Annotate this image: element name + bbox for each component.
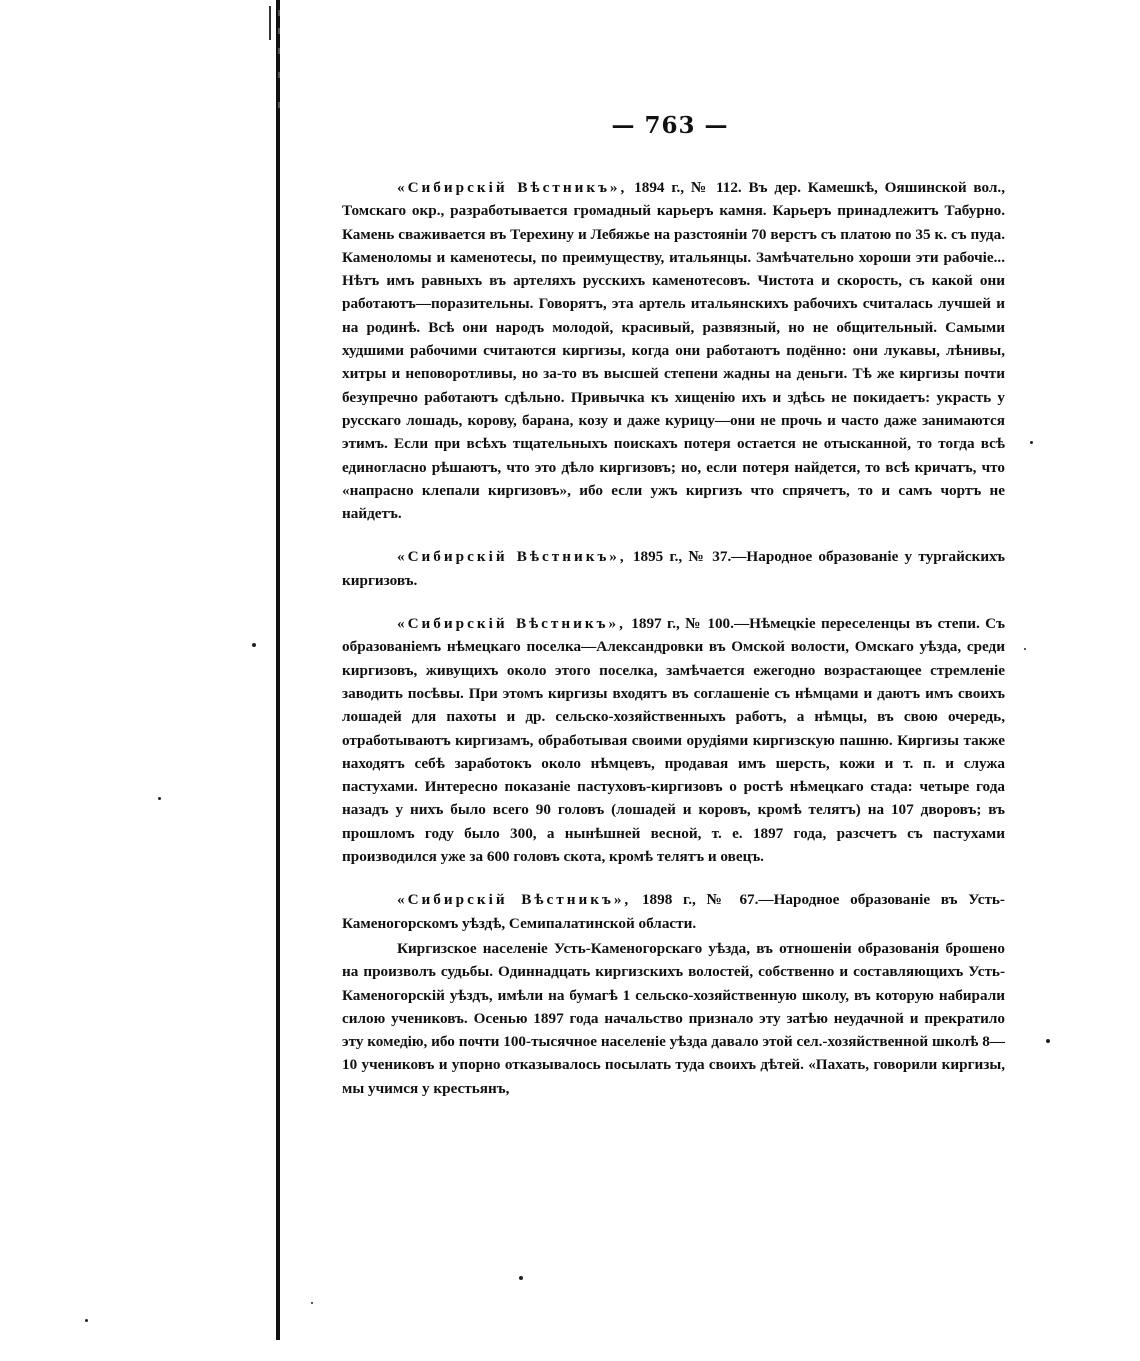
entry-1898 [342,888,1005,935]
page-number: — 763 — [611,112,729,139]
scan-speck [158,797,161,800]
page-binding-line [276,0,280,1340]
entry-text: 1897 г., № 100.—Нѣмецкіе переселенцы въ степи. Съ образованіемъ нѣмецкаго поселка—Александровки въ Омской волости, Омскаго уѣзда, среди киргизовъ, живущихъ около этого поселка, замѣчается ежегодно возрастающее стремленіе заводить посѣвы. При этомъ киргизы входятъ въ соглашеніе съ нѣмцами и даютъ имъ своихъ лошадей для пахоты и др. сельско-хозяйственныхъ работъ, а нѣмцы, въ свою очередь, отработываютъ киргизамъ, обработывая своими орудіями киргизскую пашню. Киргизы также находятъ себѣ заработокъ около нѣмцевъ, продавая имъ шерсть, кожи и т. п. и служа пастухами. Интересно показаніе пастуховъ-киргизовъ о ростѣ нѣмецкаго стада: четыре года назадъ у нихъ было всего 90 головъ (лошадей и коровъ, кромѣ телятъ) на 107 дворовъ; въ прошломъ году было 300, а нынѣшней весной, т. е. 1897 года, разсчетъ съ пастухами производился уже за 600 головъ скота, кромѣ телятъ и овецъ. [342,615,1006,866]
scan-speck [85,1319,88,1322]
scan-speck [252,643,256,647]
entry-1894 [342,176,1005,525]
entry-text: 1894 г., № 112. Въ дер. Камешкѣ, Ояшинской вол., Томскаго окр., разработывается громадный карьеръ камня. Карьеръ принадлежитъ Табурно. Камень сваживается въ Терехину и Лебяжье на разстояніи 70 верстъ съ платою по 35 к. съ пуда. Каменоломы и каменотесы, по преимуществу, итальянцы. Замѣчательно хороши эти рабочіе... Нѣтъ имъ равныхъ въ артеляхъ русскихъ каменотесовъ. Чистота и скорость, съ какой они работаютъ—поразительны. Говорятъ, эта артель итальянскихъ рабочихъ считалась лучшей и на родинѣ. Всѣ они народъ молодой, красивый, развязный, но не общительный. Самыми худшими рабочими считаются киргизы, когда они работаютъ подённо: они лукавы, лѣнивы, хитры и неповоротливы, но за-то въ высшей степени жадны на деньги. Тѣ же киргизы почти безупречно работаютъ сдѣльно. Привычка къ хищенію ихъ и здѣсь не покидаетъ: украсть у русскаго лошадь, корову, барана, козу и даже курицу—они не прочь и часто даже занимаются этимъ. Если при всѣхъ тщательныхъ поискахъ потеря остается не отысканной, то тогда всѣ единогласно рѣшаютъ, что это дѣло киргизовъ; но, если потеря найдется, то всѣ кричатъ, что «напрасно клепали киргизовъ», ибо если ужъ киргизъ что спрячетъ, то и самъ чортъ не найдетъ. [342,179,1006,523]
binding-edge-mark [269,6,271,40]
scan-speck [519,1276,523,1280]
entry-source: «Сибирскій Вѣстникъ», [397,891,632,909]
page-body [342,176,1005,1100]
scan-speck [311,1302,313,1304]
entry-source: «Сибирскій Вѣстникъ», [397,179,628,196]
entry-1895 [342,545,1005,592]
binding-ticks [276,10,284,120]
scan-speck [1030,441,1033,444]
scan-speck [1024,648,1026,650]
entry-text: 1895 г., № 37.—Народное образованіе у тургайскихъ киргизовъ. [342,548,1005,589]
scan-speck [1046,1039,1050,1043]
entry-source: «Сибирскій Вѣстникъ», [397,615,626,633]
entry-1897 [342,612,1005,868]
entry-source: «Сибирскій Вѣстникъ», [397,548,627,566]
entry-1898-continuation: Киргизское населеніе Усть-Каменогорскаго уѣзда, въ отношеніи образованія брошено на произволъ судьбы. Одиннадцать киргизскихъ волостей, собственно и составляющихъ Усть-Каменогорскій уѣздъ, имѣли на бумагѣ 1 сельско-хозяйственную школу, въ которую набирали силою учениковъ. Осенью 1897 года начальство признало эту затѣю неудачной и прекратило эту комедію, ибо почти 100-тысячное населеніе уѣзда давало этой сел.-хозяйственной школѣ 8—10 учениковъ и упорно отказывалось посылать туда своихъ дѣтей. «Пахать, говорили киргизы, мы учимся у крестьянъ, [342,939,1005,1097]
entry-text: 1898 г., № 67.—Народное образованіе въ Усть-Каменогорскомъ уѣздѣ, Семипалатинской области. [342,891,1005,932]
